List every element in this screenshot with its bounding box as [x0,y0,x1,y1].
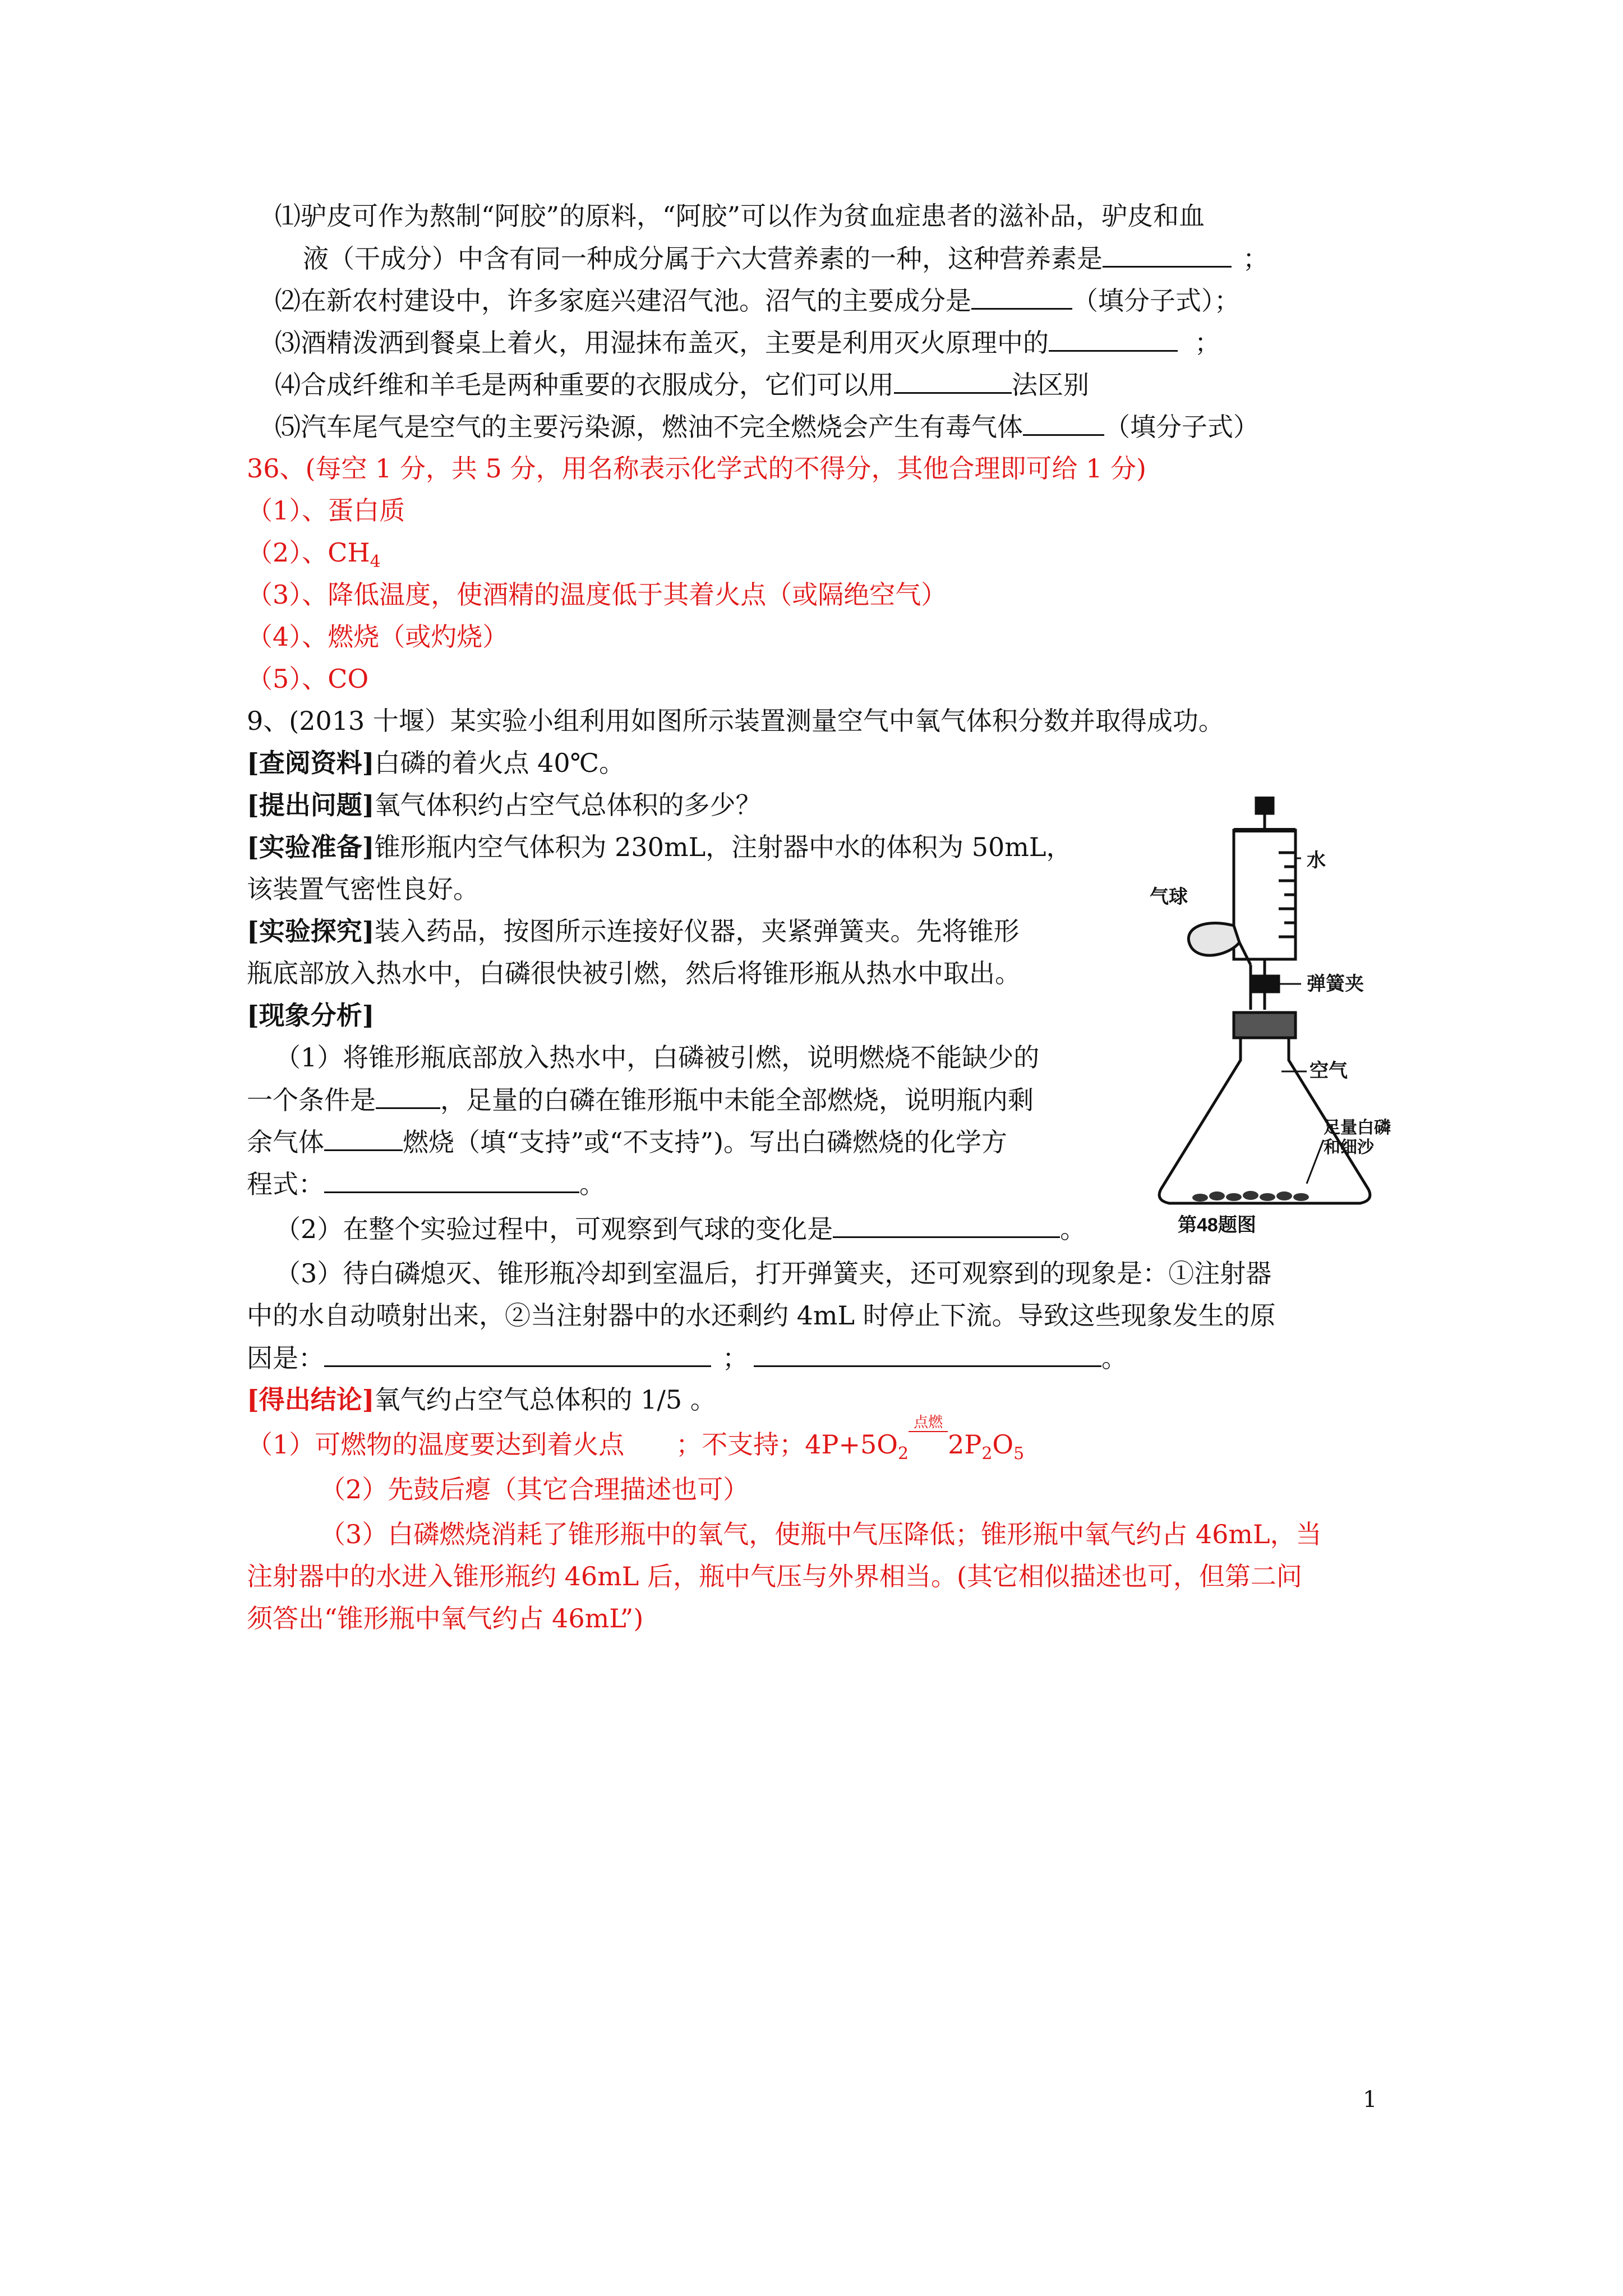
q9-conclusion: [得出结论]氧气约占空气总体积的 1/5 。 [247,1384,716,1415]
answer-9-3-line-1: （3）白磷燃烧消耗了锥形瓶中的氧气，使瓶中气压降低；锥形瓶中氧气约占 46mL，当 [320,1519,1322,1549]
q9-p1-line-4: 程式： 。 [247,1167,605,1201]
answer-blank[interactable] [833,1212,1060,1238]
answer-9-1: （1）可燃物的温度要达到着火点 ；不支持；$4P+5O_2$ 点燃 $2P_2O_5$ [247,1414,1025,1464]
label-phosphorus-2: 和细沙 [1324,1138,1374,1157]
answer-9-3-line-2: 注射器中的水进入锥形瓶约 46mL 后，瓶中气压与外界相当。(其它相似描述也可，但第二问 [247,1561,1302,1591]
q35-line-5: ⑷合成纤维和羊毛是两种重要的衣服成分，它们可以用 法区别 [275,367,1089,402]
page-number: 1 [1363,2087,1377,2113]
answer-36-2: （2）、$CH_4$ [247,537,381,572]
answer-36-4: （4）、燃烧（或灼烧） [247,622,509,652]
q35-line-4: ⑶酒精泼洒到餐桌上着火，用湿抹布盖灭，主要是利用灭火原理中的 ； [275,325,1220,360]
q9-p2: （2）在整个实验过程中，可观察到气球的变化是 。 [275,1212,1086,1246]
answer-36-1: （1）、蛋白质 [247,495,405,526]
q35-line-6: ⑸汽车尾气是空气的主要污染源，燃油不完全燃烧会产生有毒气体 （填分子式） [275,409,1259,444]
answer-blank[interactable] [376,1083,440,1109]
answer-blank[interactable] [971,283,1072,310]
q9-analysis-heading: [现象分析] [247,1000,375,1030]
q35-line-2: 液（干成分）中含有同一种成分属于六大营养素的一种，这种营养素是 ； [303,241,1269,275]
label-phosphorus-1: 足量白磷 [1324,1119,1391,1137]
answer-9-3-line-3: 须答出“锥形瓶中氧气约占 46mL”) [247,1603,644,1634]
q9-p1-line-3: 余气体 燃烧（填“支持”或“不支持”)。写出白磷燃烧的化学方 [247,1125,1007,1159]
q9-info: [查阅资料]白磷的着火点 40℃。 [247,748,625,778]
answer-36-title: 36、(每空 1 分，共 5 分，用名称表示化学式的不得分，其他合理即可给 1 分) [247,453,1146,484]
q9-intro: 9、(2013 十堰）某实验小组利用如图所示装置测量空气中氧气体积分数并取得成功。 [247,706,1224,736]
answer-blank[interactable] [324,1125,403,1151]
answer-blank[interactable] [1103,241,1232,268]
q9-p3-line-1: （3）待白磷熄灭、锥形瓶冷却到室温后，打开弹簧夹，还可观察到的现象是：①注射器 [275,1258,1272,1289]
q9-prep: [实验准备]锥形瓶内空气体积为 230mL，注射器中水的体积为 50mL， [247,832,1072,862]
answer-36-3: （3）、降低温度，使酒精的温度低于其着火点（或隔绝空气） [247,579,947,610]
label-air: 空气 [1310,1060,1348,1082]
q9-p1-line-1: （1）将锥形瓶底部放入热水中，白磷被引燃，说明燃烧不能缺少的 [275,1042,1040,1073]
q9-p1-line-2: 一个条件是 ，足量的白磷在锥形瓶中未能全部燃烧，说明瓶内剩 [247,1083,1034,1117]
label-clamp: 弹簧夹 [1307,973,1364,995]
q9-p3-line-2: 中的水自动喷射出来，②当注射器中的水还剩约 4mL 时停止下流。导致这些现象发生的原 [247,1300,1276,1331]
answer-blank[interactable] [324,1341,711,1367]
q9-prep-2: 该装置气密性良好。 [247,874,479,904]
answer-9-2: （2）先鼓后瘪（其它合理描述也可） [320,1474,749,1504]
answer-blank[interactable] [1049,325,1178,352]
label-balloon: 气球 [1150,886,1188,908]
apparatus-figure [1138,797,1419,1234]
q9-explore: [实验探究]装入药品，按图所示连接好仪器，夹紧弹簧夹。先将锥形 [247,916,1020,946]
apparatus-drawing [1138,797,1419,1234]
q9-explore-2: 瓶底部放入热水中，白磷很快被引燃，然后将锥形瓶从热水中取出。 [247,958,1021,988]
q35-line-1: ⑴驴皮可作为熬制“阿胶”的原料，“阿胶”可以作为贫血症患者的滋补品，驴皮和血 [275,201,1205,231]
q35-line-3: ⑵在新农村建设中，许多家庭兴建沼气池。沼气的主要成分是 （填分子式）； [275,283,1240,318]
answer-blank[interactable] [754,1341,1101,1367]
q9-problem: [提出问题]氧气体积约占空气总体积的多少？ [247,790,762,820]
answer-36-5: （5）、CO [247,664,369,694]
answer-blank[interactable] [324,1167,579,1193]
q9-p3-line-3: 因是： ； 。 [247,1341,1127,1375]
answer-blank[interactable] [894,367,1012,394]
figure-caption: 第48题图 [1178,1214,1256,1234]
label-water: 水 [1307,850,1326,871]
answer-blank[interactable] [1023,409,1104,436]
